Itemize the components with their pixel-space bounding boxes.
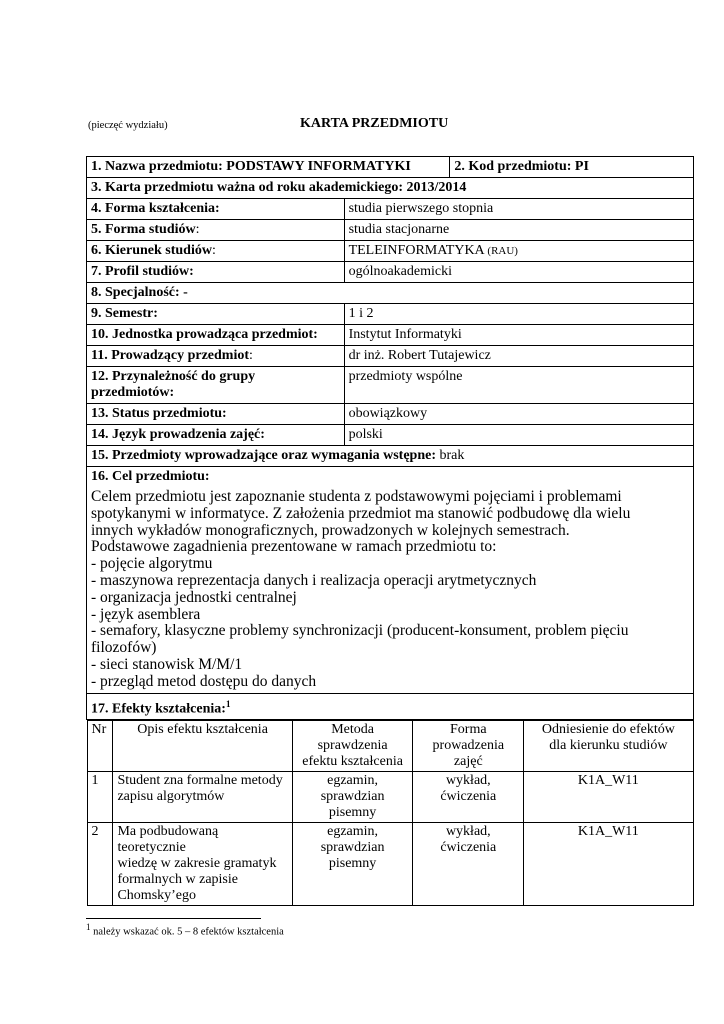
effect-description [113,772,292,823]
row-valid-from [87,178,694,199]
goal-line: - semafory, klasyczne problemy synchronizacji (producent-konsument, problem pięciu [91,622,629,640]
header-method-line: Metoda sprawdzenia [317,722,388,754]
effects-table [87,720,694,906]
header-form-line: prowadzenia zajęć [432,738,505,770]
goal-line: - organizacja jednostki centralnej [91,588,297,606]
field-of-study-label-cell: 6. Kierunek studiów: [87,241,345,262]
course-goal-text [91,485,689,691]
prerequisites-label: 15. Przedmioty wprowadzające oraz wymagania wstępne: [91,448,437,463]
effect-method-line: sprawdzian pisemny [320,840,385,872]
header-nr: Nr [87,721,113,772]
goal-line: spotykanymi w informatyce. Z założenia przedmiot ma stanowić podbudowę dla wielu [91,504,631,522]
row-study-form [87,220,694,241]
study-profile-label: 7. Profil studiów: [87,262,345,283]
status-value: obowiązkowy [344,404,693,425]
learning-outcomes-label: 17. Efekty kształcenia: [91,701,226,717]
effect-description-line: Chomsky’ego [117,888,197,904]
effect-form: wykład, ćwiczenia [413,772,524,823]
row-learning-outcomes [87,693,694,720]
header-description: Opis efektu kształcenia [113,721,292,772]
effect-description-line: Student zna formalne metody [117,773,283,789]
goal-line: - pojęcie algorytmu [91,555,213,573]
education-form-label: 4. Forma kształcenia: [87,199,345,220]
row-subject-group [87,367,694,404]
row-education-form [87,199,694,220]
row-status [87,404,694,425]
semester-label: 9. Semestr: [87,304,345,325]
prerequisites-cell [87,446,694,467]
row-prerequisites [87,446,694,467]
effect-method [292,772,413,823]
specialty: 8. Specjalność: - [87,283,694,304]
study-form-label: 5. Forma studiów [91,222,196,237]
goal-line: Podstawowe zagadnienia prezentowane w ramach przedmiotu to: [91,538,497,556]
table-row [87,772,693,823]
language-value: polski [344,425,693,446]
footnote-number: 1 [86,922,91,932]
subject-group-value: przedmioty wspólne [344,367,693,404]
row-study-profile [87,262,694,283]
effect-description-line: formalnych w zapisie [117,872,238,888]
header-reference-line: Odniesienie do efektów [541,722,675,738]
header-form-line: Forma [450,722,487,738]
header-method [292,721,413,772]
effect-method-line: egzamin, [327,824,379,840]
field-of-study-value: TELEINFORMATYKA [348,243,484,258]
header-form [413,721,524,772]
effect-description-line: zapisu algorytmów [117,789,225,805]
effect-method-line: sprawdzian pisemny [320,789,385,821]
subject-group-label: 12. Przynależność do grupy przedmiotów: [87,367,345,404]
row-semester [87,304,694,325]
effect-description [113,823,292,906]
row-course-name [87,157,694,178]
lecturer-label-cell: 11. Prowadzący przedmiot: [87,346,345,367]
effect-form: wykład, ćwiczenia [413,823,524,906]
goal-line: filozofów) [91,639,157,657]
effect-nr: 2 [87,823,113,906]
row-specialty [87,283,694,304]
header-reference-line: dla kierunku studiów [549,738,668,754]
row-effects-table [87,720,694,907]
lecturer-value: dr inż. Robert Tutajewicz [344,346,693,367]
effect-reference: K1A_W11 [524,823,693,906]
course-goal-cell [87,467,694,694]
lecturer-label: 11. Prowadzący przedmiot [91,348,249,363]
valid-from: 3. Karta przedmiotu ważna od roku akademickiego: 2013/2014 [87,178,694,199]
goal-line: Celem przedmiotu jest zapoznanie studenta z podstawowymi pojęciami i problemami [91,488,622,505]
study-form-label-cell: 5. Forma studiów: [87,220,345,241]
unit-value: Instytut Informatyki [344,325,693,346]
course-name: 1. Nazwa przedmiotu: PODSTAWY INFORMATYKI [87,157,450,178]
footnote [86,922,284,938]
learning-outcomes-label-cell [87,693,694,720]
row-language [87,425,694,446]
effect-method-line: egzamin, [327,773,379,789]
effects-container [87,720,694,907]
row-course-goal [87,467,694,694]
prerequisites-value: brak [439,448,465,463]
header-reference [524,721,693,772]
table-row [87,823,693,906]
language-label: 14. Język prowadzenia zajęć: [87,425,345,446]
course-code: 2. Kod przedmiotu: PI [450,157,694,178]
field-of-study-suffix: (RAU) [487,245,518,257]
row-lecturer [87,346,694,367]
unit-label: 10. Jednostka prowadząca przedmiot: [87,325,345,346]
footnote-divider [86,918,261,919]
course-card-table [86,156,694,906]
row-field-of-study [87,241,694,262]
effect-method [292,823,413,906]
effect-description-line: wiedzę w zakresie gramatyk [117,856,277,872]
study-profile-value: ogólnoakademicki [344,262,693,283]
row-unit [87,325,694,346]
effect-nr: 1 [87,772,113,823]
goal-line: innych wykładów monograficznych, prowadzonych w kolejnych semestrach. [91,521,570,539]
header-method-line: efektu kształcenia [302,754,403,770]
effect-description-line: Ma podbudowaną teoretycznie [117,824,219,856]
status-label: 13. Status przedmiotu: [87,404,345,425]
page-title: KARTA PRZEDMIOTU [300,116,449,131]
footnote-text: należy wskazać ok. 5 – 8 efektów kształcenia [90,926,284,938]
effect-reference: K1A_W11 [524,772,693,823]
faculty-stamp-label: (pieczęć wydziału) [88,120,168,131]
goal-line: - przegląd metod dostępu do danych [91,672,317,690]
field-of-study-label: 6. Kierunek studiów [91,243,212,258]
study-form-value: studia stacjonarne [344,220,693,241]
education-form-value: studia pierwszego stopnia [344,199,693,220]
goal-line: - maszynowa reprezentacja danych i realizacja operacji arytmetycznych [91,571,537,589]
footnote-ref: 1 [225,698,231,709]
goal-line: - język asemblera [91,605,201,623]
semester-value: 1 i 2 [344,304,693,325]
course-goal-label: 16. Cel przedmiotu: [91,469,210,484]
field-of-study-value-cell [344,241,693,262]
goal-line: - sieci stanowisk M/M/1 [91,655,243,673]
effects-header-row [87,721,693,772]
